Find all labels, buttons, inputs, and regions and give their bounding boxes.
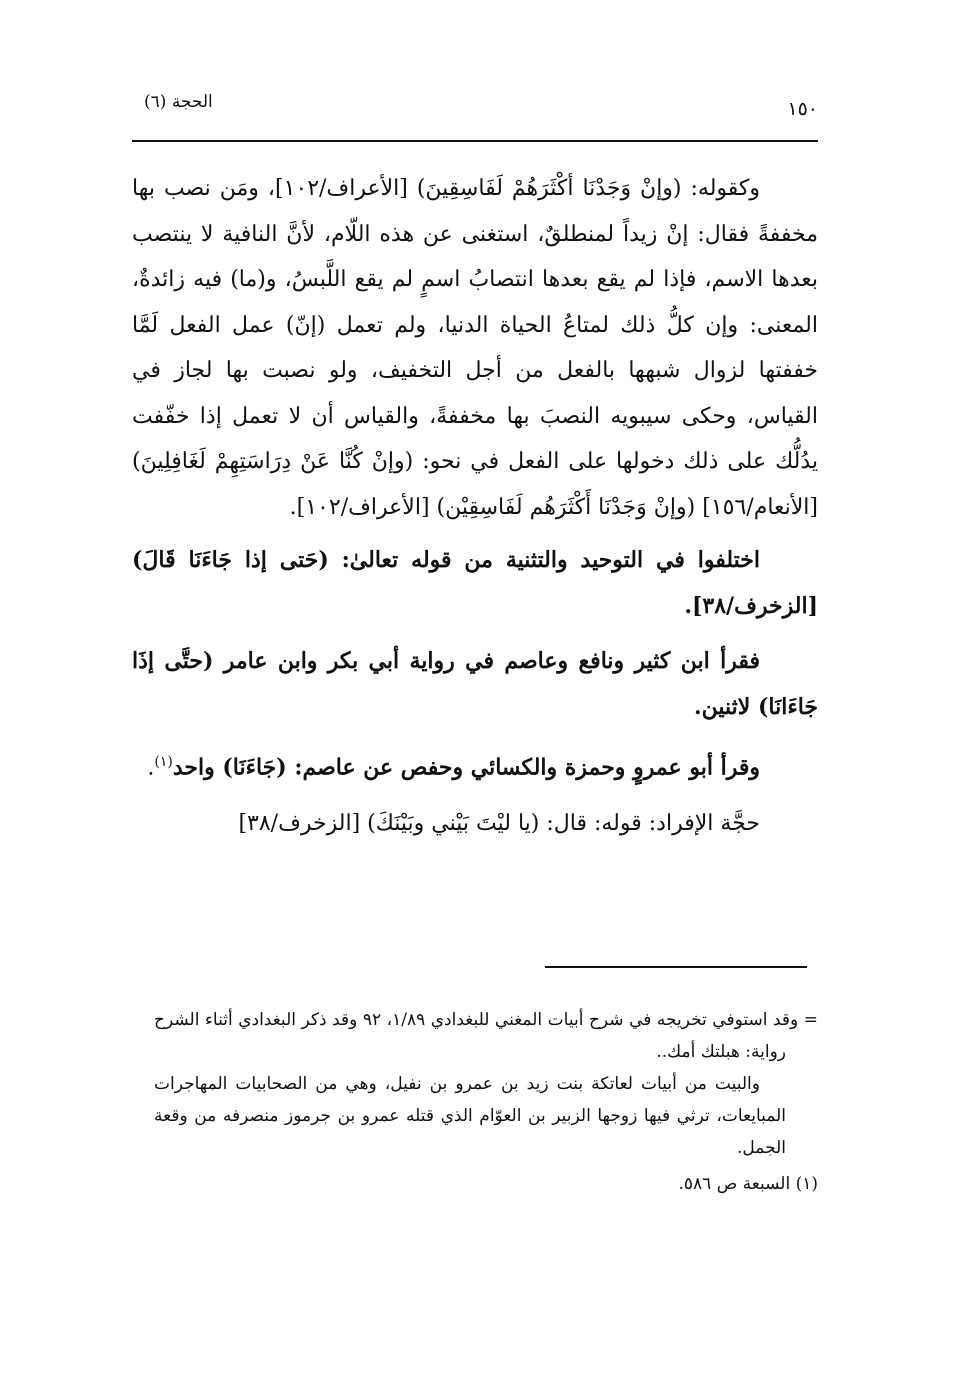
footnote-continued-2: والبيت من أبيات لعاتكة بنت زيد بن عمرو بن نفيل، وهي من الصحابيات المهاجرات المبايعات، ترثي فيها زوجها الزبير بن العوّام الذي قتله عمرو بن جرموز منصرفه من وقعة الجمل. bbox=[154, 1074, 786, 1158]
page-number: ١٥٠ bbox=[787, 98, 818, 120]
paragraph-1: وكقوله: (وإنْ وَجَدْنَا أكْثَرَهُمْ لَفَاسِقِينَ) [الأعراف/١٠٢]، ومَن نصب بها مخففةً فقال: إنْ زيداً لمنطلقٌ، استغنى عن هذه اللّام، لأنَّ النافية لا ينتصب بعدها الاسم، فإذا لم يقع بعدها انتصابُ اسمٍ لم يقع اللَّبسُ، و(ما) فيه زائدةٌ، المعنى: وإن كلُّ ذلك لمتاعُ الحياة الدنيا، ولم تعمل (إنّ) عمل الفعل لَمَّا خففتها لزوال شبهها بالفعل من أجل التخفيف، ولو نصبت بها لجاز في القياس، وحكى سيبويه النصبَ بها مخففةً، والقياس أن لا تعمل إذا خفّفت يدُلُّك على ذلك دخولها على الفعل في نحو: (وإنْ كُنَّا عَنْ دِرَاسَتِهِمْ لَغَافِلِينَ) [الأنعام/١٥٦] (وإنْ وَجَدْنَا أَكْثَرَهُم لَفَاسِقِيْن) [الأعراف/١٠٢]. bbox=[132, 176, 818, 520]
paragraph-4-end: . bbox=[147, 755, 155, 781]
paragraph-4 bbox=[132, 740, 818, 791]
footnotes bbox=[154, 1004, 818, 1200]
header-rule bbox=[132, 140, 818, 142]
footnote-1: (١) السبعة ص ٥٨٦. bbox=[678, 1174, 818, 1194]
footnote-rule bbox=[545, 966, 807, 968]
paragraph-4-text: وقرأ أبو عمروٍ وحمزة والكسائي وحفص عن عاصم: (جَاءَنَا) واحد bbox=[172, 754, 760, 781]
main-text bbox=[132, 166, 818, 846]
paragraph-2: اختلفوا في التوحيد والتثنية من قوله تعالىٰ: (حَتى إذا جَاءَنَا قَالَ) [الزخرف/٣٨]. bbox=[132, 547, 818, 619]
paragraph-5: حجَّة الإفراد: قوله: قال: (يا ليْتَ بَيْني وبَيْنَكَ) [الزخرف/٣٨] bbox=[238, 810, 760, 836]
paragraph-3: فقرأ ابن كثير ونافع وعاصم في رواية أبي بكر وابن عامر (حتَّى إذَا جَاءَانَا) لاثنين. bbox=[132, 648, 818, 720]
footnote-marker: (١) bbox=[154, 754, 173, 770]
header-title: الحجة (٦) bbox=[144, 92, 213, 112]
footnote-continued: = وقد استوفي تخريجه في شرح أبيات المغني للبغدادي ١/٨٩، ٩٢ وقد ذكر البغدادي أثناء الشرح رواية: هبلتك أمك.. bbox=[154, 1010, 819, 1062]
running-header bbox=[124, 86, 818, 126]
